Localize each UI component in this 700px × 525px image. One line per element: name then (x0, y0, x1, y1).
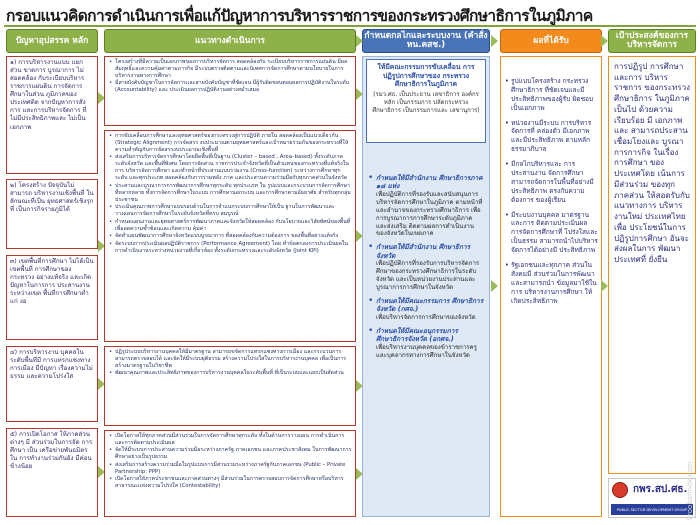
approach-item: • พัฒนาคุณภาพและประสิทธิภาพของการบริหารงานบุคคลในระดับพื้นที่ ที่เป็นระบบและแยกเป็นสัดส่วน (109, 370, 352, 377)
mechanism-item-title: • กำหนดให้มีคณะอนุกรรมการ ศึกษาธิการจังหวัด (อกศจ.) (376, 326, 458, 344)
header-goal: เป้าประสงค์ของการ บริหารจัดการ (608, 29, 696, 53)
result-item: • รัฐเอกชนและทุกภาค ส่วนในสังคมมี ส่วนร่วมในการพัฒนา และสามารถนำ ข้อมูลมาใช้ในการ บริหารงานการศึกษา ให้เกิดประสิทธิภาพ (505, 261, 598, 305)
problem-box-2: ๒) โครงสร้าง ปัจจุบันไม่สามารถ บริหารงานเชิงพื้นที่ ในลักษณะที่เป็น ยุทธศาสตร์เชิงรุกที่ เป็นการกิจรายภูมิได้ (6, 179, 98, 249)
problem-box-3: ๓) เขตพื้นที่การศึกษา ไม่ได้เป็นเขตพื้นที่ การศึกษาของกระทรวง อย่างแท้จริง และเกิด ปัญหาในการการ ประสานงานระหว่างเขต พื้นที่การศึกษาต่ำแก่ งอ (6, 255, 98, 340)
header-approach: แนวทางดำเนินการ (104, 29, 356, 53)
mechanism-item-title: • กำหนดให้มีสำนักงาน ศึกษาธิการภาค ๑๘ แห่ง (376, 174, 483, 191)
approach-box-1 (104, 56, 356, 126)
header-result: ผลที่ได้รับ (500, 29, 602, 53)
header-mechanism: กำหนดกลไกและระบบงาน (คำสั่ง หน.คสช.) (362, 29, 490, 53)
mechanism-item-desc: เพื่อปฏิบัติการที่รองรับและสนับสนุนการบริหารจัดการศึกษาในภูมิภาค ตามหน้าที่และอำนาจของกระทรวงศึกษาธิการ เพื่อการบูรณาการการศึกษาระดับภูมิภาค และส่งเสริม ติดตามผลการดำเนินงานของจังหวัดในเขตภาค (376, 190, 483, 238)
approach-item: • ส่งเสริมการบริหารจัดการศึกษาโดยยึดพื้นที่เป็นฐาน (Cluster – based , Area–based) ทั้งระดับภาค ระดับจังหวัด และพื้นที่พิเศษ โดยการจัดส่วน ราชการประจำจังหวัดที่เป็นตัวแทนของกระทรวงที่แท้จริงในการ บริหารจัดการศึกษา และทำหน้าที่ประสานแบบรวมงาน (Cross-function) ระหว่างการศึกษาทุกระดับ และทุกประเภท สอดคล้องกับการรวมพลัง ภาค และประสานความร่วมมือกับทุกภาคส่วนในจังหวัด (109, 154, 352, 182)
result-item: • หน่วยงานมีระบบ การบริหารจัดการที่ คล่องตัว มีเอกภาพ และมีประสิทธิภาพ ตามหลัก ธรรมาภิบาล (505, 119, 598, 155)
title-divider (4, 25, 696, 27)
approach-box-4 (104, 430, 356, 517)
flow-arrow-icon (601, 280, 608, 292)
flow-arrow-icon (601, 35, 608, 47)
mechanism-item (368, 174, 484, 238)
approach-item: • ประสานและบูรณาการการพัฒนาการศึกษาทุกระดับ ทุกประเภท ใน รูปแบบและกระบวนการจัดการศึกษาที่หลากหลาย ทั้งการจัดการศึกษาในระบบ การศึกษานอกระบบ และการศึกษาตามอัธยาศัย สำหรับทุกกลุ่มประชาชน (109, 183, 352, 204)
logo-name: กพร.สป.ศธ. (633, 484, 688, 495)
approach-item: • เปิดโอกาสให้ภาคประชาชนและภาคส่วนต่างๆ มีส่วนร่วมในการตรวจสอบการจัดการศึกษาหรือบริหารสาธารณะแห่งความโปร่งใส (Contestability) (109, 476, 352, 490)
approach-item: • จัดทำแผนพัฒนาการศึกษาจังหวัดแบบบูรณาการ ที่สอดคล้องกับความต้องการ ของพื้นที่อย่างแท้จริง (109, 233, 352, 240)
mechanism-item (368, 327, 484, 360)
org-logo (608, 478, 696, 518)
result-item: • มีระบบงานบุคคล มาตรฐานและการ ติดตามประเมินผล การจัดการศึกษาที่ โปร่งใสและเป็นธรรม สามารถนำไปบริหาร จัดการได้อย่างมี ประสิทธิภาพ (505, 211, 598, 255)
approach-item: • จัดให้มีระบบการประสานความร่วมมือระหว่างภาครัฐ ภาคเอกชน และภาคประชาสังคม ในการพัฒนาการศึกษาอย่างเป็นรูปธรรม (109, 447, 352, 461)
approach-item: • ส่งเสริมการสร้างความร่วมมือในรูปแบบการมีส่วนร่วมระหว่างภาครัฐกับภาคเอกชน (Public – Private Partnership: PPP) (109, 462, 352, 476)
approach-item: • มีสายบังคับบัญชาในการจัดการและสายบังคับบัญชาที่ชัดเจน มีผู้รับผิดชอบตอบผลการปฏิบัติงานในระดับ (Accountability) และ ประเมินผลการปฏิบัติงานอย่างสม่ำเสมอ (109, 80, 352, 94)
approach-item: • ปฏิรูประบบบริหารงานบุคคลให้มีมาตรฐาน สามารถขจัดการแทรกแซงทางการเมือง และกระบวนการ สามารถตรวจสอบได้ และจัดให้มีระบบยุติธรรม สร้างความโปร่งใสในการบริหารงานบุคคล เพื่อเป็นการสร้างมาตรฐานในวิชาชีพ (109, 349, 352, 370)
mechanism-committee-box (366, 59, 486, 143)
header-problem: ปัญหาอุปสรรค หลัก (6, 29, 98, 53)
mechanism-item (368, 297, 484, 322)
mechanism-list (366, 174, 486, 504)
flow-arrow-icon (491, 35, 498, 47)
mechanism-committee-desc: (รมว.ศธ. เป็นประธาน เลขาธิการ องค์กรหลัก เป็นกรรมการ ปลัดกระทรวง ศึกษาธิการ เป็นกรรมการและ เลขานุการ) (372, 91, 480, 114)
approach-item: • โครงสร้างที่มีความเป็นเอกภาพของการบริหารจัดการ สอดคล้องกับ ระเบียบบริหารราชการแผ่นดิน มีผลสัมฤทธิ์และความคุ้มค่าตามภารกิจ มีระบบตรวจติดตามและนิเทศการจัดการศึกษาตามนโยบายในการ บริหารงานทางการศึกษา (109, 59, 352, 80)
mechanism-item-desc: เพื่อบริหารงานบุคคลของข้าราชการครูและบุคลากรทางการศึกษาในจังหวัด (376, 343, 477, 359)
seal-icon (612, 482, 628, 498)
approach-item: • การขับเคลื่อนการศึกษาและยุทธศาสตร์ของกระทรวงสู่การปฏิบัติ ภายใน สอดคล้องเป็นแนวเดียวกัน (Strategic Alignment) การจัดสรร งบประมาณตามยุทธศาสตร์และเป้าหมายร่วมกันของกระทรวงที่ให้ ความสำคัญกับการจัดสรรงบประมาณเชิงพื้นที่ (109, 133, 352, 154)
mechanism-item-title: • กำหนดให้มีคณะกรรมการ ศึกษาธิการจังหวัด (กศจ.) (376, 296, 484, 314)
flow-arrow-icon (491, 280, 498, 292)
goal-box (608, 56, 696, 474)
approach-box-2 (104, 130, 356, 342)
goal-text: การปฏิรูป การศึกษาและการ บริหารราชการ ของกระทรวง ศึกษาธิการ ในภูมิภาคเป็นไป ด้วยความ เรียบร้อย มี เอกภาพ และ สามารถประสาน เชื่อมโยงและ บูรณาการการกิจ ในเรื่องการศึกษา ของประเทศโดย เน้นการมีส่วนร่วม ของทุกภาคส่วน ให้สอดรับกับ แนวทางการ บริหารงานใหม่ ประเทศไทย เพื่อ ประโยชน์ในการ ปฏิรูปการศึกษา อันจะส่งผลในการ พัฒนาประเทศที่ ยั่งยืน (614, 62, 690, 264)
approach-item: • จัดระบบการประเมินผลปฏิบัติราชการ (Performance Agreement) โดย ทำข้อตกลงการประเมินผลในการดำเนินงานระหว่างหน่วยงานที่เกี่ยวข้อง ทั้งระดับกระทรวงและระดับจังหวัด (Joint KPI) (109, 241, 352, 255)
logo-subtitle: PUBLIC SECTOR DEVELOPMENT GROUP (611, 504, 693, 515)
problem-box-1: ๑) การบริหารงานแบบ แยกส่วน ขาดการ บูรณาการ ไม่สอดคล้อง กับระเบียบบริหาร ราชการแผ่นดิน การจัดการศึกษาในส่วน ภูมิภาคของประเทศติด จากปัญหาการสั่งการ และการบริหารจัดการ ที่ไม่มีประสิทธิภาพและ ไม่เป็นเอกภาพ (6, 56, 98, 174)
approach-item: • ประเมินคุณภาพการศึกษาแบบรอบด้านในการจำแนกระบบการศึกษาให้เป็น ฐานในการพัฒนาและวางแผนการจัดการศึกษาในระดับจังหวัดที่ครบ สมบูรณ์ (109, 204, 352, 218)
result-box (500, 56, 602, 517)
watermark: kroobannok.com (686, 461, 694, 520)
problem-box-4: ๔) การบริหารงาน บุคคลในระดับพื้นที่มี การแทรกแซงทาง การเมือง มีปัญหา เรื่องความไม่ธรรม และความโปร่งใส (6, 346, 98, 422)
approach-item: • เปิดโอกาสให้ทุกภาคส่วนมีส่วนร่วมในการจัดการศึกษาทุกระดับ ทั้งในด้านการวางแผน การดำเนินการ และการติดตามประเมินผล (109, 433, 352, 447)
mechanism-committee-title: ให้มีคณะกรรมการขับเคลื่อน การปฏิรูปการศึกษาของ กระทรวงศึกษาธิการในภูมิภาค (377, 63, 475, 89)
mechanism-item-desc: เพื่อปฏิบัติการที่รองรับการบริหารจัดการศึกษาของกระทรวงศึกษาธิการในระดับจังหวัด และเป็นหน่วยงานประสานและบูรณาการการศึกษาในจังหวัด (376, 260, 480, 292)
result-item: • มีกลไกบริหารและ การประสานงาน จัดการศึกษา สามารถจัดการในพื้นที่อย่างมี ประสิทธิภาพ ตรงกับความต้องการ ของผู้เรียน (505, 160, 598, 204)
approach-item: • กำหนดแผนงานและยุทธศาสตร์การพัฒนาภาคและจังหวัดให้สอดคล้อง กับนโยบายและวิสัยทัศน์ของพื้นที่ เพื่อลดความซ้ำซ้อนและเกิดความ คุ้มค่า (109, 219, 352, 233)
mechanism-item-title: • กำหนดให้มีสำนักงาน ศึกษาธิการจังหวัด (376, 243, 471, 260)
problem-box-5: ๕) การเปิดโอกาส ให้ภาคส่วนต่างๆ มี ส่วนร่วมในการจัด การศึกษา เป็น เครือข่ายพันธมิตรใน การทำงานร่วมกันยัง มีค่อนข้างน้อย (6, 428, 98, 517)
mechanism-item (368, 243, 484, 292)
mechanism-item-desc: เพื่อบริหารจัดการการศึกษาของจังหวัด (376, 313, 476, 321)
flow-arrow-icon (356, 35, 363, 47)
page-title: กรอบแนวคิดการดำเนินการเพื่อแก้ปัญหาการบริหารราชการของกระทรวงศึกษาธิการในภูมิภาค (6, 7, 593, 25)
approach-box-3 (104, 346, 356, 426)
result-item: • รูปแบบโครงสร้าง กระทรวงศึกษาธิการ ที่ชัดเจนและมี ประสิทธิภาพของผู้รับ ผิดชอบเป็นเอกภาพ (505, 77, 598, 113)
